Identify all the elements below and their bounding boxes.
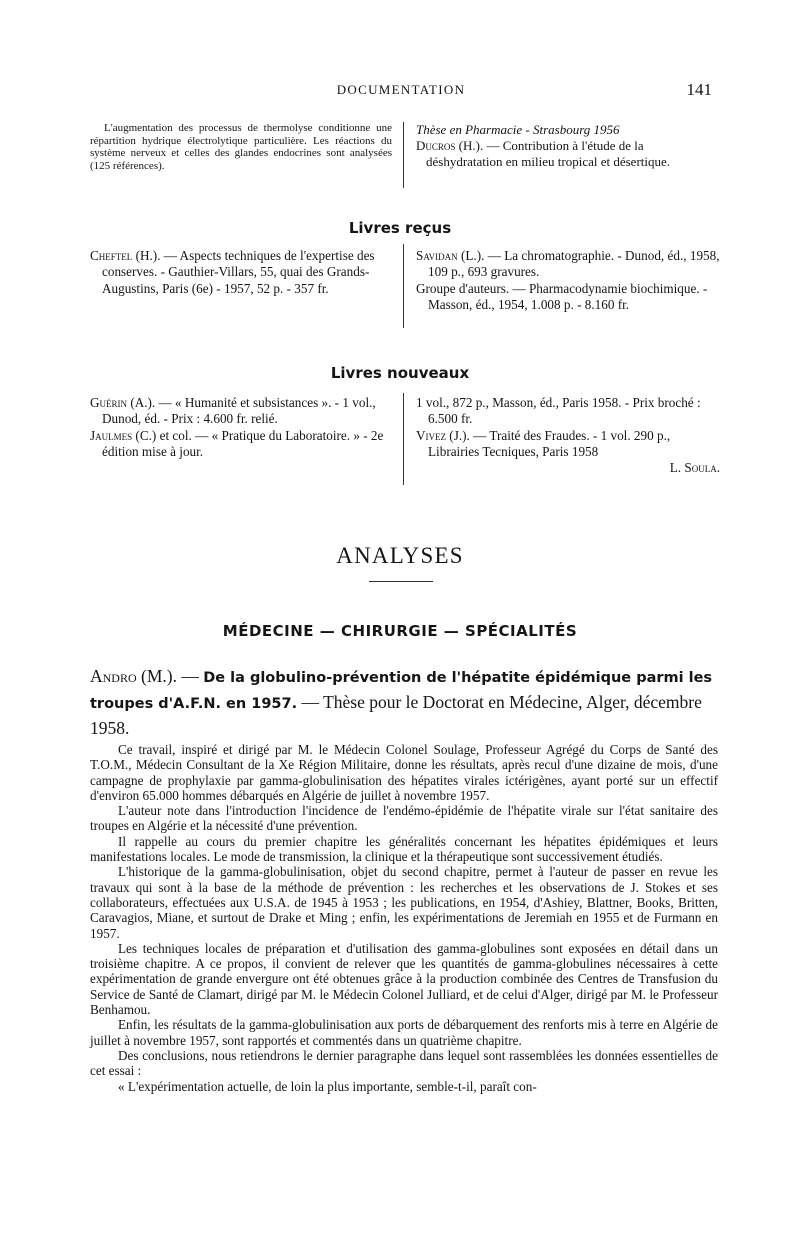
book-text: Groupe d'auteurs. — Pharmacodynamie biochimique. - Masson, éd., 1954, 1.008 p. - 8.160 fr. xyxy=(416,280,708,312)
citation-dash: — xyxy=(297,692,324,712)
body-paragraph: L'auteur note dans l'introduction l'incidence de l'endémo-épidémie de l'hépatite virale sur l'état sanitaire des troupes en Algérie et la nécessité d'une prévention. xyxy=(90,803,718,834)
book-text: — Aspects techniques de l'expertise des conserves. - Gauthier-Villars, 55, quai des Grands-Augustins, Paris (6e) - 1957, 52 p. - 357 fr. xyxy=(102,248,375,296)
book-entry xyxy=(416,395,720,428)
body-paragraph: Enfin, les résultats de la gamma-globulinisation aux ports de débarquement des renforts mis à terre en Algérie de juillet à novembre 1957, sont rapportés et commentés dans un quatrième chapitre. xyxy=(90,1017,718,1048)
article-citation xyxy=(90,664,718,740)
column-divider xyxy=(403,244,404,328)
book-text: et col. — « Pratique du Laboratoire. » - 2e édition mise à jour. xyxy=(102,427,384,459)
book-author: Cheftel (H.). xyxy=(90,248,161,263)
book-author: Savidan (L.). xyxy=(416,248,485,263)
book-entry xyxy=(416,248,720,281)
livres-recus-left-column xyxy=(90,248,392,297)
book-entry xyxy=(90,395,392,428)
body-paragraph: L'historique de la gamma-globulinisation, objet du second chapitre, permet à l'auteur de passer en revue les travaux qui sont à la base de la méthode de prévention : les recherches et les observations de J. Stokes et ses collaborateurs, effectuées aux U.S.A. de 1945 à 1953 ; les publications, en 1954, d'Ashiey, Blattner, Books, Britten, Caravagios, Miane, et surtout de Drake et Ming ; enfin, les expérimentations de Jeremiah en 1955 et de Furmann en 1957. xyxy=(90,864,718,941)
book-entry xyxy=(90,428,392,461)
livres-nouveaux-block xyxy=(90,395,720,487)
body-paragraph: Les techniques locales de préparation et d'utilisation des gamma-globulines sont exposées en détail dans un troisième chapitre. A ce propos, il convient de relever que les quantités de gamma-globulines nécessaires à cette expérimentation de grande envergure ont été obtenues grâce à la production combinée des Centres de Transfusion du Service de Santé de Clamart, dirigé par M. le Médecin Colonel Julliard, et de celui d'Alger, dirigé par M. le Professeur Benhamou. xyxy=(90,940,718,1018)
reviewer-signature: L. Soula. xyxy=(669,460,720,476)
body-paragraph: Il rappelle au cours du premier chapitre les généralités concernant les hépatites épidémiques et leurs manifestations locales. Le mode de transmission, la clinique et la thérapeutique sont successivement étudiés. xyxy=(90,833,718,865)
analyses-heading: ANALYSES xyxy=(336,543,464,568)
column-divider xyxy=(403,393,404,485)
analyses-rule xyxy=(369,581,433,582)
body-paragraph: Des conclusions, nous retiendrons le dernier paragraphe dans lequel sont rassemblées les données essentielles de cet essai : xyxy=(90,1047,718,1079)
livres-recus-right-column xyxy=(416,248,720,313)
heading-livres-nouveaux: Livres nouveaux xyxy=(330,364,470,382)
thesis-entry xyxy=(416,138,720,170)
article-author: Andro (M.). xyxy=(90,666,177,686)
article-title: De la globulino-prévention de l'hépatite épidémique parmi les troupes d'A.F.N. en 1957. xyxy=(90,670,713,712)
top-two-column-block xyxy=(90,122,720,188)
book-text: — « Humanité et subsistances ». - 1 vol., Dunod, éd. - Prix : 4.600 fr. relié. xyxy=(102,395,376,427)
running-header xyxy=(90,80,712,100)
book-text: 1 vol., 872 p., Masson, éd., Paris 1958. - Prix broché : 6.500 fr. xyxy=(416,395,701,427)
book-author: Guérin (A.). xyxy=(90,395,156,410)
subject-heading: MÉDECINE — CHIRURGIE — SPÉCIALITÉS xyxy=(222,622,578,640)
book-text: — Traité des Fraudes. - 1 vol. 290 p., Librairies Tecniques, Paris 1958 xyxy=(428,427,671,459)
top-left-column xyxy=(90,122,392,172)
book-entry xyxy=(90,248,392,297)
thesis-text: — Contribution à l'étude de la déshydratation en milieu tropical et désertique. xyxy=(426,138,671,169)
book-author: Jaulmes (C.) xyxy=(90,427,157,443)
article-body xyxy=(90,742,718,1094)
thesis-author: Ducros (H.). xyxy=(416,138,484,153)
book-entry xyxy=(416,281,720,314)
heading-livres-recus: Livres reçus xyxy=(348,219,452,237)
livres-nouveaux-right-column xyxy=(416,395,720,476)
citation-dash: — xyxy=(176,666,204,686)
book-entry xyxy=(416,428,720,461)
top-right-column xyxy=(416,122,720,170)
page-number: 141 xyxy=(686,80,712,99)
livres-recus-block xyxy=(90,248,720,330)
column-divider xyxy=(403,122,404,188)
book-text: — La chromatographie. - Dunod, éd., 1958, 109 p., 693 gravures. xyxy=(428,248,720,280)
livres-nouveaux-left-column xyxy=(90,395,392,460)
body-paragraph: « L'expérimentation actuelle, de loin la plus importante, semble-t-il, paraît con- xyxy=(118,1078,537,1094)
body-paragraph: Ce travail, inspiré et dirigé par M. le Médecin Colonel Soulage, Professeur Agrégé du Corps de Santé des T.O.M., Médecin Consultant de la Xe Région Militaire, donne les résultats, après recul d'une dizaine de mois, d'une campagne de prophylaxie par gamma-globulinisation des hépatites virales ictérigènes, ayant porté sur un effectif d'environ 65.000 hommes débarqués en Algérie de juillet à novembre 1957. xyxy=(90,742,718,803)
running-title: DOCUMENTATION xyxy=(336,82,466,97)
book-author: Vivez (J.). xyxy=(416,427,470,443)
thesis-heading: Thèse en Pharmacie - Strasbourg 1956 xyxy=(416,122,620,137)
abstract-continuation: L'augmentation des processus de thermolyse conditionne une répartition hydrique électrolytique particulière. Les réactions du système nerveux et celles des glandes endocrines sont analysées (125 références). xyxy=(90,122,392,172)
article-reference: Thèse pour le Doctorat en Médecine, Alger, décembre 1958. xyxy=(90,692,702,738)
